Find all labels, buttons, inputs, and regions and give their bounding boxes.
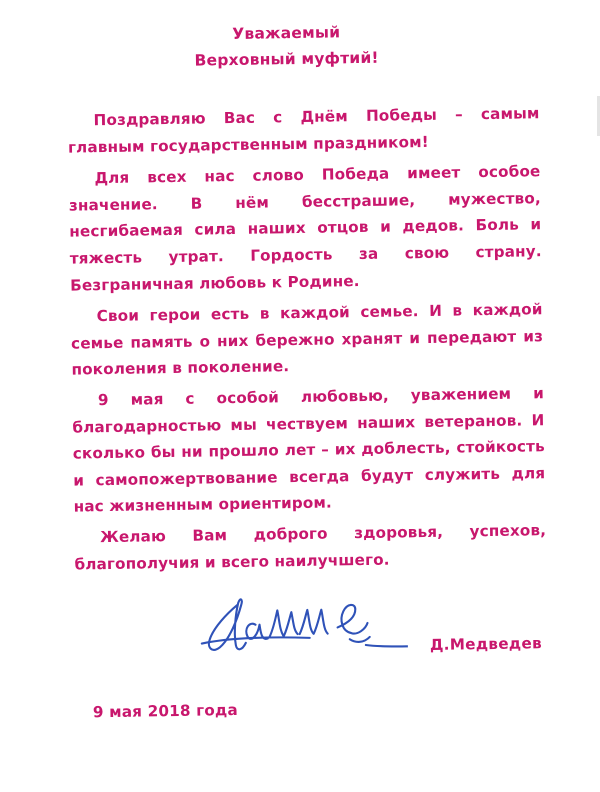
signer-name: Д.Медведев	[429, 634, 543, 654]
salutation-line-1: Уважаемый	[232, 23, 341, 44]
letter-date: 9 мая 2018 года	[92, 701, 239, 722]
paragraph-veterans: 9 мая с особой любовью, уважением и благодарностью мы чествуем наших ветеранов. И сколько бы ни прошло лет – их доблесть, стойкость и самопожертвование всегда будут служить для нас жизненным ориентиром.	[72, 384, 546, 516]
letter-body	[67, 100, 546, 577]
salutation-line-2: Верховный муфтий!	[194, 48, 379, 70]
handwritten-signature	[197, 586, 408, 667]
paragraph-victory-meaning: Для всех нас слово Победа имеет особое значение. В нём бесстрашие, мужество, несгибаемая сила наших отцов и дедов. Боль и тяжесть утрат. Гордость за свою страну. Безграничная любовь к Родине.	[68, 162, 542, 295]
paragraph-wishes: Желаю Вам доброго здоровья, успехов, благополучия и всего наилучшего.	[74, 521, 547, 574]
paragraph-congratulation: Поздравляю Вас с Днём Победы – самым главным государственным праздником!	[67, 104, 540, 157]
paragraph-family-heroes: Свои герои есть в каждой семье. И в каждой семье память о них бережно хранят и передают из поколения в поколение.	[70, 300, 544, 379]
